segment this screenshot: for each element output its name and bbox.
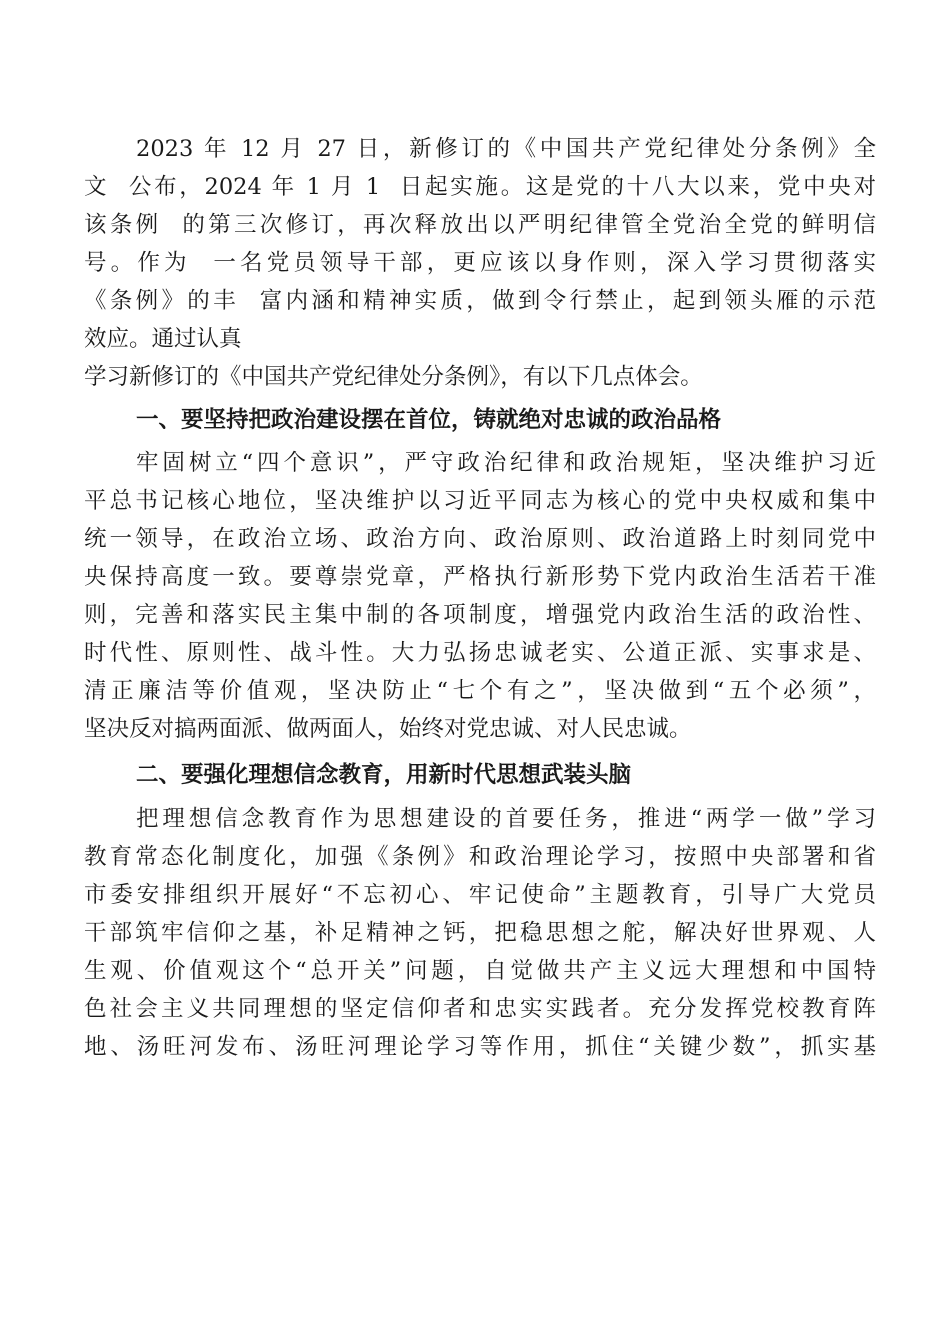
section-1-paragraph bbox=[84, 444, 876, 748]
text-line: 生观、价值观这个“总开关”问题，自觉做共产主义远大理想和中国特 bbox=[84, 958, 876, 984]
text-line: 干部筑牢信仰之基，补足精神之钙，把稳思想之舵，解决好世界观、人 bbox=[84, 920, 876, 946]
section-2-paragraph bbox=[84, 800, 876, 1066]
text-line: 市委安排组织开展好“不忘初心、牢记使命”主题教育，引导广大党员 bbox=[84, 882, 876, 908]
text-line: 央保持高度一致。要尊崇党章，严格执行新形势下党内政治生活若干准 bbox=[84, 564, 876, 590]
text-line: 时代性、原则性、战斗性。大力弘扬忠诚老实、公道正派、实事求是、 bbox=[84, 640, 876, 666]
text-line: 牢固树立“四个意识”，严守政治纪律和政治规矩，坚决维护习近 bbox=[136, 450, 876, 476]
text-line: 该条例 的第三次修订，再次释放出以严明纪律管全党治全党的鲜明信 bbox=[84, 212, 876, 238]
text-line: 《条例》的丰 富内涵和精神实质，做到令行禁止，起到领头雁的示范 bbox=[84, 288, 876, 314]
text-line: 把理想信念教育作为思想建设的首要任务，推进“两学一做”学习 bbox=[136, 806, 876, 832]
text-line: 统一领导，在政治立场、政治方向、政治原则、政治道路上时刻同党中 bbox=[84, 526, 876, 552]
text-line: 号。作为 一名党员领导干部，更应该以身作则，深入学习贯彻落实 bbox=[84, 250, 876, 276]
text-line: 教育常态化制度化，加强《条例》和政治理论学习，按照中央部署和省 bbox=[84, 844, 876, 870]
text-line: 效应。通过认真 bbox=[84, 326, 242, 352]
document-page bbox=[84, 130, 876, 1066]
text-line: 文 公布，2024 年 1 月 1 日起实施。这是党的十八大以来，党中央对 bbox=[84, 174, 876, 200]
intro-paragraph bbox=[84, 130, 876, 396]
text-line: 平总书记核心地位，坚决维护以习近平同志为核心的党中央权威和集中 bbox=[84, 488, 876, 514]
text-line: 清正廉洁等价值观，坚决防止“七个有之”，坚决做到“五个必须”， bbox=[84, 678, 876, 704]
text-line: 2023 年 12 月 27 日，新修订的《中国共产党纪律处分条例》全 bbox=[136, 136, 876, 162]
section-heading-1: 一、要坚持把政治建设摆在首位，铸就绝对忠诚的政治品格 bbox=[136, 407, 722, 433]
text-line: 学习新修订的《中国共产党纪律处分条例》，有以下几点体会。 bbox=[84, 364, 703, 390]
text-line: 坚决反对搞两面派、做两面人，始终对党忠诚、对人民忠诚。 bbox=[84, 716, 692, 742]
text-line: 色社会主义共同理想的坚定信仰者和忠实实践者。充分发挥党校教育阵 bbox=[84, 996, 876, 1022]
text-line: 地、汤旺河发布、汤旺河理论学习等作用，抓住“关键少数”，抓实基 bbox=[84, 1034, 876, 1060]
text-line: 则，完善和落实民主集中制的各项制度，增强党内政治生活的政治性、 bbox=[84, 602, 876, 628]
section-heading-2: 二、要强化理想信念教育，用新时代思想武装头脑 bbox=[136, 762, 632, 788]
